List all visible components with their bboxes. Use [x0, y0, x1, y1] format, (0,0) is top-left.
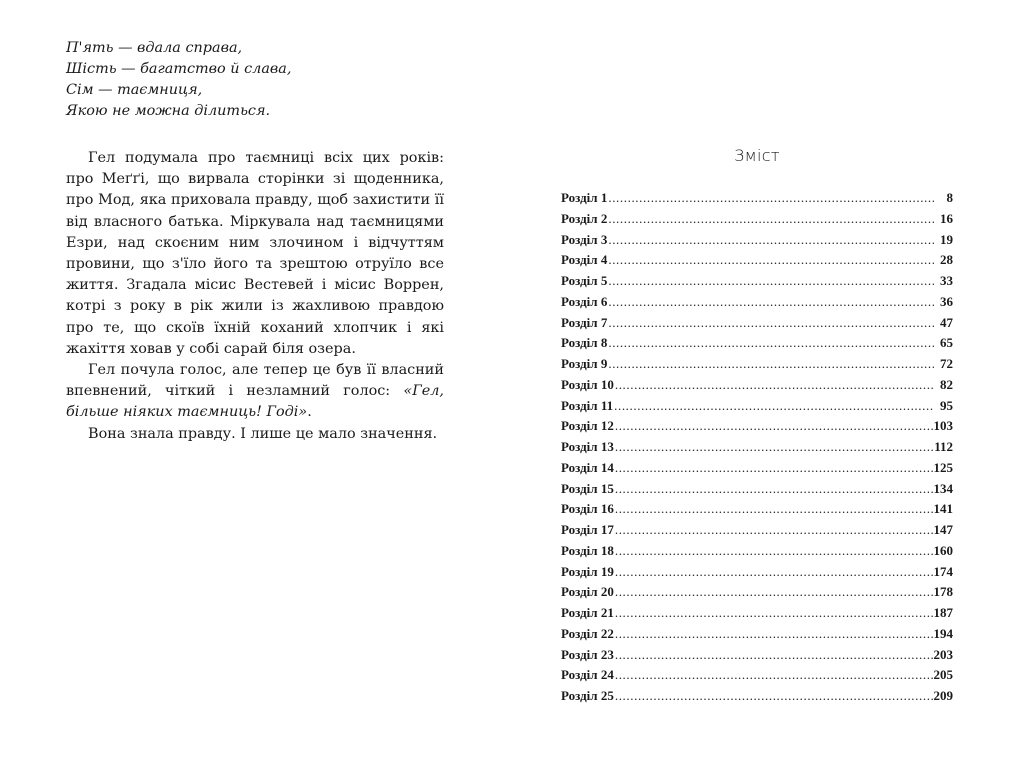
toc-entry-label: Розділ 2	[561, 210, 608, 226]
toc-entry-label: Розділ 11	[561, 397, 614, 413]
toc-leader-dots	[608, 294, 934, 310]
toc-entry[interactable]	[561, 688, 953, 709]
left-page	[66, 38, 444, 445]
toc-entry-page: 16	[940, 210, 953, 226]
toc-leader-dots	[615, 667, 933, 683]
toc-entry[interactable]	[561, 294, 953, 315]
toc-entry[interactable]	[561, 647, 953, 668]
paragraph-text: .	[307, 404, 312, 421]
toc-title: Зміст	[734, 146, 780, 165]
toc-entry-page: 187	[933, 605, 953, 620]
toc-entry-page: 112	[934, 439, 953, 454]
toc-entry[interactable]	[561, 584, 953, 605]
toc-entry-label: Розділ 10	[561, 376, 614, 392]
toc-entry-page: 33	[940, 273, 953, 288]
toc-entry-page: 194	[933, 625, 953, 641]
toc-entry-page: 178	[933, 584, 953, 600]
toc-entry-page: 174	[933, 563, 953, 579]
toc-leader-dots	[615, 377, 934, 393]
toc-entry[interactable]	[561, 377, 953, 398]
toc-leader-dots	[608, 211, 934, 227]
toc-entry-label: Розділ 5	[561, 273, 608, 288]
toc-entry-label: Розділ 18	[561, 542, 614, 558]
toc-leader-dots	[615, 501, 933, 517]
toc-entry[interactable]	[561, 626, 953, 647]
toc-leader-dots	[608, 356, 934, 372]
toc-entry-label: Розділ 22	[561, 625, 614, 641]
toc-entry[interactable]	[561, 252, 953, 273]
toc-entry[interactable]	[561, 543, 953, 564]
toc-entry-page: 82	[940, 376, 953, 392]
right-page	[561, 146, 953, 709]
italic-quote: «Гел, більше ніяких таємниць! Годі»	[66, 383, 444, 421]
toc-leader-dots	[615, 564, 933, 580]
toc-entry[interactable]	[561, 315, 953, 336]
toc-entry-page: 47	[940, 314, 953, 330]
poem-line: П'ять — вдала справа,	[66, 40, 243, 56]
toc-leader-dots	[615, 647, 933, 663]
toc-entry-label: Розділ 12	[561, 418, 614, 434]
toc-entry-label: Розділ 8	[561, 335, 608, 351]
toc-entry-page: 8	[946, 190, 953, 205]
toc-entry-page: 147	[933, 522, 953, 537]
toc-entry-label: Розділ 24	[561, 667, 614, 683]
toc-leader-dots	[615, 543, 933, 559]
toc-entry[interactable]	[561, 501, 953, 522]
paragraph-text: Гел почула голос, але тепер це був її власний впевнений, чіткий і незламний голос:	[66, 362, 444, 400]
toc-leader-dots	[615, 439, 933, 455]
toc-leader-dots	[608, 190, 934, 206]
toc-entry[interactable]	[561, 398, 953, 419]
toc-entry[interactable]	[561, 418, 953, 439]
toc-entry-label: Розділ 13	[561, 439, 614, 454]
toc-entry-page: 65	[940, 335, 953, 351]
toc-entry-page: 95	[940, 397, 953, 413]
toc-entry-page: 209	[933, 688, 953, 703]
poem	[66, 38, 444, 122]
toc-entry-page: 36	[940, 293, 953, 309]
toc-leader-dots	[608, 315, 934, 331]
toc-entry[interactable]	[561, 356, 953, 377]
toc-entry-label: Розділ 16	[561, 501, 614, 517]
toc-entry[interactable]	[561, 522, 953, 543]
toc-entry-page: 160	[933, 542, 953, 558]
paragraph	[66, 360, 444, 424]
poem-line: Шість — багатство й слава,	[66, 61, 292, 77]
toc-entry-page: 203	[933, 646, 953, 662]
toc-leader-dots	[615, 418, 933, 434]
toc-entry-label: Розділ 3	[561, 231, 608, 247]
prose	[66, 148, 444, 445]
toc-entry-label: Розділ 19	[561, 563, 614, 579]
toc-entry-page: 19	[940, 231, 953, 247]
paragraph: Вона знала правду. І лише це мало значення.	[88, 425, 438, 442]
toc-entry-page: 28	[940, 252, 953, 268]
toc-entry[interactable]	[561, 667, 953, 688]
toc-leader-dots	[608, 232, 934, 248]
toc-entry[interactable]	[561, 605, 953, 626]
toc-leader-dots	[615, 460, 933, 476]
toc-entry-label: Розділ 9	[561, 356, 608, 371]
toc-leader-dots	[614, 398, 934, 414]
toc-entry-page: 125	[933, 459, 953, 475]
toc-entry-label: Розділ 14	[561, 459, 614, 475]
toc-leader-dots	[608, 273, 934, 289]
toc-entry[interactable]	[561, 439, 953, 460]
toc-leader-dots	[615, 605, 933, 621]
toc-list	[561, 190, 953, 709]
toc-leader-dots	[615, 688, 933, 704]
toc-leader-dots	[615, 626, 933, 642]
poem-line: Якою не можна ділиться.	[66, 103, 271, 119]
toc-entry-label: Розділ 20	[561, 584, 614, 600]
toc-entry[interactable]	[561, 564, 953, 585]
toc-entry-label: Розділ 21	[561, 605, 614, 620]
toc-entry-label: Розділ 15	[561, 480, 614, 496]
toc-entry[interactable]	[561, 273, 953, 294]
toc-entry-page: 134	[933, 480, 953, 496]
toc-entry[interactable]	[561, 460, 953, 481]
toc-entry-label: Розділ 1	[561, 190, 608, 205]
paragraph: Гел подумала про таємниці всіх цих років: про Меґґі, що вирвала сторінки зі щоденника, про Мод, яка приховала правду, щоб захистити її від власного батька. Міркувала над таємницями Езри, над скоєним ним злочином і відчуттям провини, що з'їло його та зрештою отруїло все життя. Згадала місис Вестевей і місис Воррен, котрі з року в рік жили із жахливою правдою про те, що скоїв їхній коханий хлопчик і які жахіття ховав у собі сарай біля озера.	[66, 150, 444, 357]
poem-line: Сім — таємниця,	[66, 82, 203, 98]
toc-entry-label: Розділ 23	[561, 646, 614, 662]
toc-leader-dots	[615, 481, 933, 497]
toc-entry-label: Розділ 7	[561, 314, 608, 330]
toc-entry-label: Розділ 17	[561, 522, 614, 537]
toc-entry-label: Розділ 25	[561, 688, 614, 703]
toc-entry-label: Розділ 6	[561, 293, 608, 309]
toc-leader-dots	[608, 252, 934, 268]
toc-entry[interactable]	[561, 211, 953, 232]
toc-entry[interactable]	[561, 232, 953, 253]
toc-entry-label: Розділ 4	[561, 252, 608, 268]
toc-entry-page: 205	[933, 667, 953, 683]
toc-leader-dots	[615, 522, 933, 538]
toc-entry-page: 72	[940, 356, 953, 371]
toc-leader-dots	[608, 335, 934, 351]
toc-leader-dots	[615, 584, 933, 600]
toc-entry[interactable]	[561, 190, 953, 211]
toc-entry[interactable]	[561, 481, 953, 502]
toc-entry-page: 103	[933, 418, 953, 434]
toc-entry-page: 141	[933, 501, 953, 517]
toc-entry[interactable]	[561, 335, 953, 356]
